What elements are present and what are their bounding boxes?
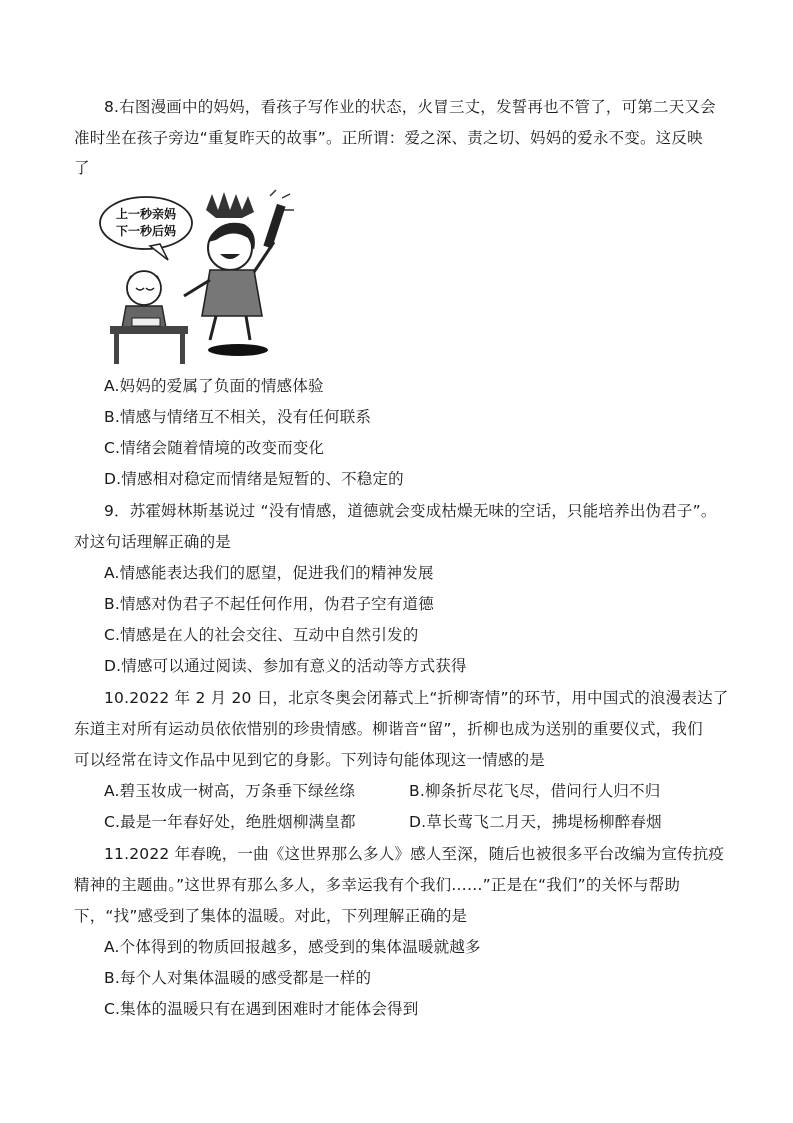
- q9-option-a: A.情感能表达我们的愿望，促进我们的精神发展: [104, 564, 434, 582]
- q11-option-b: B.每个人对集体温暖的感受都是一样的: [104, 969, 372, 987]
- q9-stem-line-1: 9．苏霍姆林斯基说过 “没有情感，道德就会变成枯燥无味的空话，只能培养出伪君子”。: [104, 502, 717, 520]
- stick: [263, 204, 285, 249]
- anger-flames: [206, 192, 254, 218]
- q11-stem-line-3: 下，“找”感受到了集体的温暖。对此，下列理解正确的是: [74, 907, 468, 925]
- q8-stem-line-2: 准时坐在孩子旁边“重复昨天的故事”。正所谓：爱之深、责之切、妈妈的爱永不变。这反映: [74, 129, 703, 147]
- q10-stem-line-3: 可以经常在诗文作品中见到它的身影。下列诗句能体现这一情感的是: [74, 751, 546, 769]
- q10-option-d: D.草长莺飞二月天，拂堤杨柳醉春烟: [409, 813, 662, 831]
- q9-stem-line-2: 对这句话理解正确的是: [74, 533, 232, 551]
- q9-option-b: B.情感对伪君子不起任何作用，伪君子空有道德: [104, 595, 434, 613]
- q10-stem-line-2: 东道主对所有运动员依依惜别的珍贵情感。柳谐音“留”，折柳也成为送别的重要仪式，我们: [74, 720, 703, 738]
- q11-stem-line-1: 11.2022 年春晚，一曲《这世界那么多人》感人至深，随后也被很多平台改编为宣传抗疫: [104, 845, 725, 863]
- q8-stem-line-3: 了: [74, 159, 90, 177]
- q11-option-a: A.个体得到的物质回报越多，感受到的集体温暖就越多: [104, 938, 481, 956]
- q10-stem-line-1: 10.2022 年 2 月 20 日，北京冬奥会闭幕式上“折柳寄情”的环节，用中国式的浪漫表达了: [104, 689, 729, 707]
- q8-option-d: D.情感相对稳定而情绪是短暂的、不稳定的: [104, 470, 404, 488]
- q8-option-a: A.妈妈的爱属了负面的情感体验: [104, 377, 324, 395]
- speech-bubble: [100, 197, 192, 249]
- q11-option-c: C.集体的温暖只有在遇到困难时才能体会得到: [104, 1000, 419, 1018]
- desk: [110, 326, 188, 334]
- q9-option-d: D.情感可以通过阅读、参加有意义的活动等方式获得: [104, 657, 467, 675]
- q10-option-a: A.碧玉妆成一树高，万条垂下绿丝绦: [104, 782, 356, 800]
- q8-option-b: B.情感与情绪互不相关，没有任何联系: [104, 408, 372, 426]
- q11-stem-line-2: 精神的主题曲。”这世界有那么多人，多幸运我有个我们……”正是在“我们”的关怀与帮助: [74, 876, 681, 894]
- q9-option-c: C.情感是在人的社会交往、互动中自然引发的: [104, 626, 419, 644]
- q8-stem-line-1: 8.右图漫画中的妈妈，看孩子写作业的状态，火冒三丈，发誓再也不管了，可第二天又会: [104, 98, 716, 116]
- q8-option-c: C.情绪会随着情境的改变而变化: [104, 439, 325, 457]
- q10-option-c: C.最是一年春好处，绝胜烟柳满皇都: [104, 813, 356, 831]
- cartoon-caption-2: 下一秒后妈: [115, 224, 177, 238]
- cartoon-caption-1: 上一秒亲妈: [115, 207, 177, 221]
- mother-cartoon-image: [98, 188, 302, 368]
- q10-option-b: B.柳条折尽花飞尽，借问行人归不归: [409, 782, 661, 800]
